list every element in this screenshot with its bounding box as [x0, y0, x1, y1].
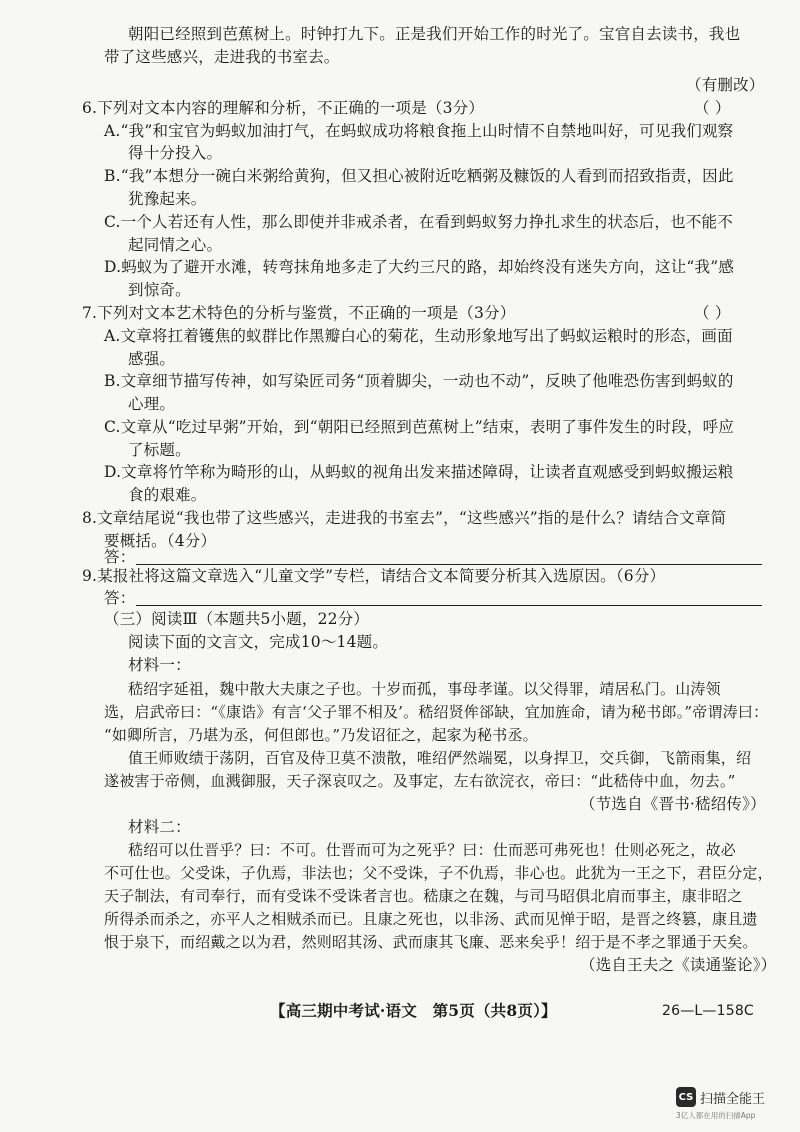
passage-end-line-1: 朝阳已经照到芭蕉树上。时钟打九下。正是我们开始工作的时光了。宝官自去读书，我也: [128, 25, 741, 43]
scanner-app-name: 扫描全能王: [700, 1092, 766, 1107]
page-footer: 【高三期中考试·语文 第5页（共8页）】: [270, 1001, 557, 1020]
q9-stem: 9.某报社将这篇文章选入“儿童文学”专栏，请结合文本简要分析其入选原因。（6分）: [82, 567, 666, 585]
q7-option-b-line-2: 心理。: [128, 395, 176, 413]
material-1-line-1: 嵇绍字延祖，魏中散大夫康之子也。十岁而孤，事母孝谨。以父得罪，靖居私门。山涛领: [128, 680, 721, 698]
q6-option-c-line-1: C.一个人若还有人性，那么即使并非戒杀者，在看到蚂蚁努力挣扎求生的状态后，也不能不: [104, 213, 733, 231]
q8-stem-line-2: 要概括。（4分）: [104, 532, 217, 550]
passage-note: （有删改）: [686, 76, 765, 94]
q6-option-c-line-2: 起同情之心。: [128, 236, 223, 254]
material-1-line-5: 遂被害于帝侧，血溅御服，天子深哀叹之。及事定，左右欲浣衣，帝曰：“此嵇侍中血，勿去。”: [104, 772, 736, 790]
material-1-label: 材料一：: [128, 656, 191, 674]
q6-option-a-line-2: 得十分投入。: [128, 144, 223, 162]
q6-option-b-line-1: B.“我”本想分一碗白米粥给黄狗，但又担心被附近吃粞粥及糠饭的人看到而招致指责，因此: [104, 167, 734, 185]
q7-option-c-line-2: 了标题。: [128, 441, 191, 459]
paper-code: 26—L—158C: [662, 1003, 754, 1019]
material-2-line-5: 恨于泉下，而绍戴之以为君，然则昭其汤、武而康其飞廉、恶来矣乎！绍于是不孝之罪通于天矣。: [104, 933, 758, 951]
scanner-tagline: 3亿人都在用的扫描App: [676, 1111, 756, 1120]
q7-option-d-line-1: D.文章将竹竿称为畸形的山，从蚂蚁的视角出发来描述障碍，让读者直观感受到蚂蚁搬运粮: [104, 463, 734, 481]
q6-option-d-line-1: D.蚂蚁为了避开水滩，转弯抹角地多走了大约三尺的路，却始终没有迷失方向，这让“我”感: [104, 258, 735, 276]
q9-answer-line[interactable]: [136, 605, 762, 606]
q9-answer-label: 答：: [104, 589, 136, 607]
material-1-line-2: 选，启武帝曰：“《康诰》有言‘父子罪不相及’。嵇绍贤侔郤缺，宜加旌命，请为秘书郎。”帝谓涛曰：: [104, 703, 769, 721]
passage-end-line-2: 带了这些感兴，走进我的书室去。: [104, 48, 340, 66]
q6-answer-bracket: （ ）: [694, 99, 731, 117]
q7-option-d-line-2: 食的艰难。: [128, 486, 207, 504]
material-2-line-1: 嵇绍可以仕晋乎？曰：不可。仕晋而可为之死乎？曰：仕而恶可弗死也！仕则必死之，故必: [128, 841, 737, 859]
material-2-line-4: 所得杀而杀之，亦平人之相贼杀而已。且康之死也，以非汤、武而见惮于昭，是晋之终篡，康且遗: [104, 910, 758, 928]
section-3-intro: 阅读下面的文言文，完成10～14题。: [128, 633, 389, 651]
q7-option-a-line-1: A.文章将扛着镬焦的蚁群比作黑瓣白心的菊花，生动形象地写出了蚂蚁运粮时的形态，画面: [104, 327, 733, 345]
material-1-line-3: “如卿所言，乃堪为丞，何但郎也。”乃发诏征之，起家为秘书丞。: [104, 726, 538, 744]
q8-stem-line-1: 8.文章结尾说“我也带了这些感兴，走进我的书室去”，“这些感兴”指的是什么？请结合文章简: [82, 509, 727, 527]
scanner-logo-icon: CS: [676, 1087, 696, 1107]
material-1-source: （节选自《晋书·嵇绍传》）: [580, 795, 766, 813]
q6-option-a-line-1: A.“我”和宝官为蚂蚁加油打气，在蚂蚁成功将粮食拖上山时情不自禁地叫好，可见我们观察: [104, 122, 734, 140]
material-1-line-4: 值王师败绩于荡阴，百官及侍卫莫不溃散，唯绍俨然端冕，以身捍卫，交兵御，飞箭雨集，绍: [128, 749, 752, 767]
q6-stem: 6.下列对文本内容的理解和分析，不正确的一项是（3分）: [82, 99, 485, 117]
q8-answer-line[interactable]: [136, 564, 762, 565]
q7-option-c-line-1: C.文章从“吃过早粥”开始，到“朝阳已经照到芭蕉树上”结束，表明了事件发生的时段，呼应: [104, 418, 735, 436]
q7-stem: 7.下列对文本艺术特色的分析与鉴赏，不正确的一项是（3分）: [82, 304, 516, 322]
material-2-line-3: 天子制法，有司奉行，而有受诛不受诛者言也。嵇康之在魏，与司马昭俱北肩而事主，康非昭之: [104, 887, 743, 905]
q7-option-a-line-2: 感强。: [128, 350, 176, 368]
material-2-label: 材料二：: [128, 818, 191, 836]
q7-answer-bracket: （ ）: [694, 304, 731, 322]
q7-option-b-line-1: B.文章细节描写传神，如写染匠司务“顶着脚尖，一动也不动”，反映了他唯恐伤害到蚂蚁的: [104, 372, 734, 390]
q6-option-d-line-2: 到惊奇。: [128, 281, 191, 299]
q8-answer-label: 答：: [104, 548, 136, 566]
material-2-source: （选自王夫之《读通鉴论》）: [580, 956, 777, 974]
material-2-line-2: 不可仕也。父受诛，子仇焉，非法也；父不受诛，子不仇焉，非心也。此犹为一王之下，君臣分定，: [104, 864, 773, 882]
q6-option-b-line-2: 犹豫起来。: [128, 190, 207, 208]
section-3-title: （三）阅读Ⅲ（本题共5小题，22分）: [104, 610, 370, 628]
